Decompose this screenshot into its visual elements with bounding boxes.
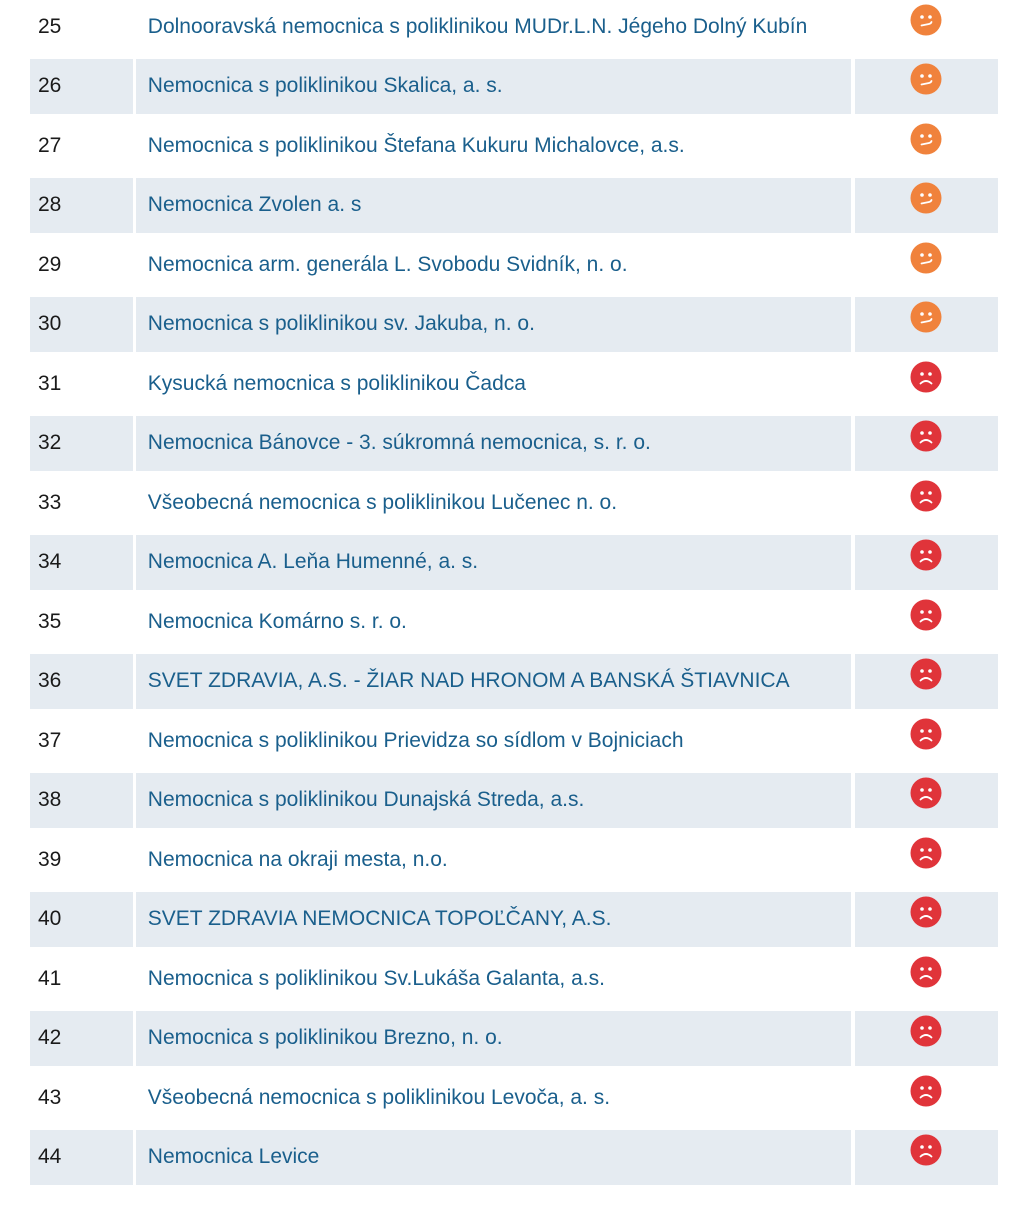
red-sad-face bbox=[910, 956, 942, 988]
hospital-name-link[interactable]: Všeobecná nemocnica s poliklinikou Lučenec n. o. bbox=[147, 490, 618, 514]
rating-cell bbox=[855, 59, 998, 114]
hospital-name-cell bbox=[136, 1070, 851, 1125]
hospital-ranking-table bbox=[30, 0, 998, 1187]
hospital-name-link[interactable]: Nemocnica A. Leňa Humenné, a. s. bbox=[147, 550, 479, 573]
rating-cell bbox=[855, 832, 998, 887]
hospital-name-link[interactable]: Nemocnica s poliklinikou Skalica, a. s. bbox=[147, 74, 503, 97]
hospital-name-cell bbox=[136, 475, 851, 530]
table-row bbox=[30, 890, 998, 950]
hospital-name-link[interactable]: Nemocnica Levice bbox=[147, 1145, 320, 1168]
rank-cell: 31 bbox=[38, 371, 62, 395]
rating-cell bbox=[855, 594, 998, 649]
table-row bbox=[30, 949, 998, 1009]
table-row bbox=[30, 116, 998, 176]
table-row bbox=[30, 533, 998, 593]
hospital-name-cell bbox=[136, 832, 851, 887]
hospital-name-link[interactable]: Nemocnica s poliklinikou Brezno, n. o. bbox=[147, 1026, 503, 1049]
table-row bbox=[30, 0, 998, 57]
hospital-name-cell bbox=[136, 297, 851, 352]
table-row bbox=[30, 176, 998, 236]
rating-cell bbox=[855, 297, 998, 352]
rank-cell: 29 bbox=[38, 252, 62, 276]
table-row bbox=[30, 1068, 998, 1128]
table-row bbox=[30, 295, 998, 355]
hospital-name-cell bbox=[136, 1130, 851, 1185]
rating-cell bbox=[855, 1070, 998, 1125]
hospital-name-cell bbox=[136, 773, 851, 828]
red-sad-face bbox=[910, 1075, 942, 1107]
rating-cell bbox=[855, 773, 998, 828]
rank-cell: 33 bbox=[38, 490, 62, 514]
table-row bbox=[30, 414, 998, 474]
rank-cell: 39 bbox=[38, 847, 62, 871]
rating-cell bbox=[855, 1011, 998, 1066]
red-sad-face bbox=[910, 420, 942, 452]
rank-cell: 34 bbox=[30, 535, 133, 590]
rank-cell: 38 bbox=[30, 773, 133, 828]
table-row bbox=[30, 354, 998, 414]
hospital-name-cell bbox=[136, 178, 851, 233]
hospital-name-link[interactable]: Nemocnica s poliklinikou Sv.Lukáša Galanta, a.s. bbox=[147, 966, 605, 990]
table-row bbox=[30, 57, 998, 117]
table-row bbox=[30, 473, 998, 533]
red-sad-face bbox=[910, 599, 942, 631]
table-row bbox=[30, 652, 998, 712]
hospital-name-cell bbox=[136, 594, 851, 649]
table-row bbox=[30, 830, 998, 890]
rating-cell bbox=[855, 237, 998, 292]
hospital-name-link[interactable]: SVET ZDRAVIA, A.S. - ŽIAR NAD HRONOM A BANSKÁ ŠTIAVNICA bbox=[147, 669, 790, 692]
table-row bbox=[30, 235, 998, 295]
rating-cell bbox=[855, 475, 998, 530]
red-sad-face bbox=[910, 837, 942, 869]
rank-cell: 42 bbox=[30, 1011, 133, 1066]
orange-neutral-face bbox=[910, 182, 942, 214]
rank-cell: 41 bbox=[38, 966, 62, 990]
rank-cell: 40 bbox=[30, 892, 133, 947]
red-sad-face bbox=[910, 718, 942, 750]
rank-cell: 37 bbox=[38, 728, 62, 752]
rating-cell bbox=[855, 0, 998, 54]
hospital-name-cell bbox=[136, 892, 851, 947]
rank-cell: 43 bbox=[38, 1085, 62, 1109]
hospital-name-cell bbox=[136, 0, 851, 54]
orange-neutral-face bbox=[910, 123, 942, 155]
rank-cell: 30 bbox=[30, 297, 133, 352]
hospital-name-link[interactable]: Kysucká nemocnica s poliklinikou Čadca bbox=[147, 371, 526, 395]
hospital-name-link[interactable]: Nemocnica s poliklinikou Prievidza so sídlom v Bojniciach bbox=[147, 728, 684, 752]
hospital-name-cell bbox=[136, 713, 851, 768]
hospital-name-cell bbox=[136, 1011, 851, 1066]
rank-cell: 25 bbox=[38, 14, 62, 38]
hospital-name-link[interactable]: Všeobecná nemocnica s poliklinikou Levoča, a. s. bbox=[147, 1085, 611, 1109]
rating-cell bbox=[855, 178, 998, 233]
rank-cell: 26 bbox=[30, 59, 133, 114]
rating-cell bbox=[855, 416, 998, 471]
hospital-name-link[interactable]: Nemocnica s poliklinikou sv. Jakuba, n. o. bbox=[147, 312, 535, 335]
red-sad-face bbox=[910, 1015, 942, 1047]
orange-neutral-face bbox=[910, 4, 942, 36]
rating-cell bbox=[855, 356, 998, 411]
hospital-name-link[interactable]: Nemocnica na okraji mesta, n.o. bbox=[147, 847, 448, 871]
hospital-name-cell bbox=[136, 356, 851, 411]
red-sad-face bbox=[910, 658, 942, 690]
hospital-name-link[interactable]: Nemocnica Komárno s. r. o. bbox=[147, 609, 407, 633]
red-sad-face bbox=[910, 1134, 942, 1166]
hospital-name-cell bbox=[136, 951, 851, 1006]
hospital-name-link[interactable]: Nemocnica s poliklinikou Štefana Kukuru Michalovce, a.s. bbox=[147, 133, 685, 157]
hospital-name-link[interactable]: Nemocnica Zvolen a. s bbox=[147, 193, 362, 216]
hospital-name-cell bbox=[136, 59, 851, 114]
table-row bbox=[30, 1009, 998, 1069]
table-row bbox=[30, 771, 998, 831]
table-row bbox=[30, 592, 998, 652]
red-sad-face bbox=[910, 777, 942, 809]
rank-cell: 36 bbox=[30, 654, 133, 709]
hospital-name-link[interactable]: Nemocnica s poliklinikou Dunajská Streda, a.s. bbox=[147, 788, 585, 811]
table-row bbox=[30, 711, 998, 771]
rating-cell bbox=[855, 118, 998, 173]
hospital-name-cell bbox=[136, 416, 851, 471]
red-sad-face bbox=[910, 896, 942, 928]
rating-cell bbox=[855, 1130, 998, 1185]
hospital-name-link[interactable]: SVET ZDRAVIA NEMOCNICA TOPOĽČANY, A.S. bbox=[147, 907, 612, 930]
table-row bbox=[30, 1128, 998, 1188]
orange-neutral-face bbox=[910, 301, 942, 333]
hospital-name-link[interactable]: Dolnooravská nemocnica s poliklinikou MUDr.L.N. Jégeho Dolný Kubín bbox=[147, 14, 808, 38]
hospital-name-cell bbox=[136, 237, 851, 292]
hospital-name-cell bbox=[136, 118, 851, 173]
red-sad-face bbox=[910, 480, 942, 512]
hospital-name-cell bbox=[136, 535, 851, 590]
rank-cell: 35 bbox=[38, 609, 62, 633]
red-sad-face bbox=[910, 361, 942, 393]
rank-cell: 27 bbox=[38, 133, 62, 157]
orange-neutral-face bbox=[910, 63, 942, 95]
rating-cell bbox=[855, 892, 998, 947]
rating-cell bbox=[855, 654, 998, 709]
hospital-name-link[interactable]: Nemocnica arm. generála L. Svobodu Svidník, n. o. bbox=[147, 252, 628, 276]
rank-cell: 44 bbox=[30, 1130, 133, 1185]
rating-cell bbox=[855, 713, 998, 768]
rating-cell bbox=[855, 535, 998, 590]
rating-cell bbox=[855, 951, 998, 1006]
rank-cell: 28 bbox=[30, 178, 133, 233]
red-sad-face bbox=[910, 539, 942, 571]
hospital-name-link[interactable]: Nemocnica Bánovce - 3. súkromná nemocnica, s. r. o. bbox=[147, 431, 651, 454]
rank-cell: 32 bbox=[30, 416, 133, 471]
hospital-name-cell bbox=[136, 654, 851, 709]
orange-neutral-face bbox=[910, 242, 942, 274]
